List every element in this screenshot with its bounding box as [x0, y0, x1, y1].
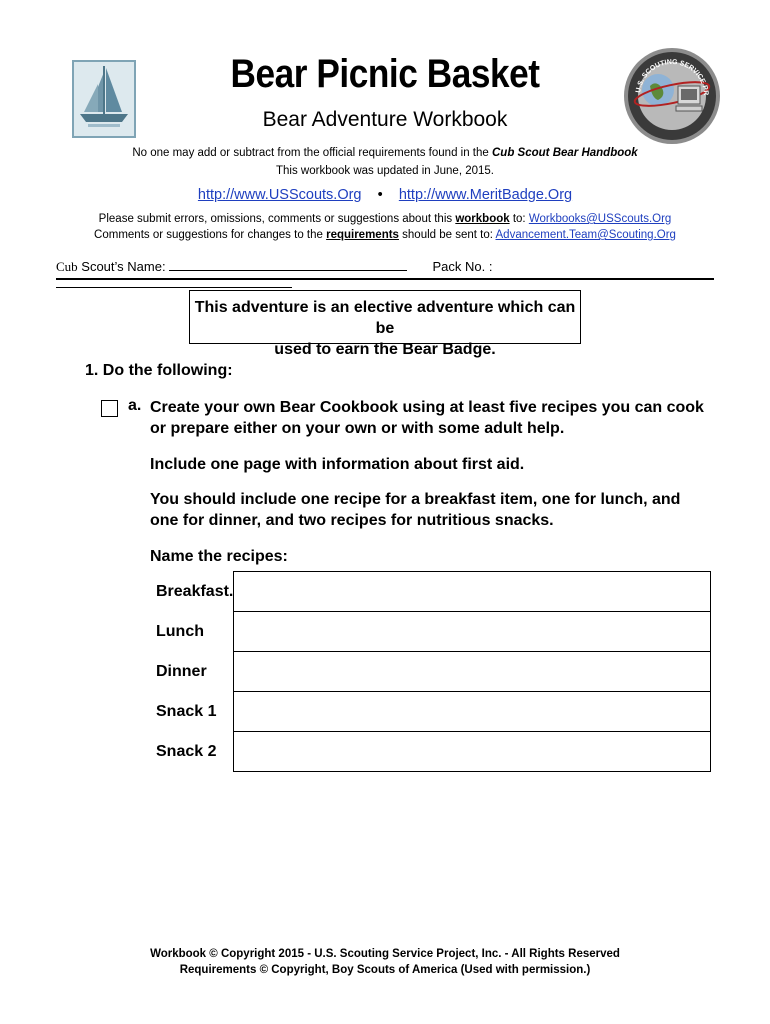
snack-1-label: Snack 1 [156, 702, 217, 720]
cub-label: Cub [56, 259, 78, 274]
elective-line-2: used to earn the Bear Badge. [274, 341, 496, 358]
table-row [150, 612, 711, 652]
errors-text: Please submit errors, omissions, comments or suggestions about this [98, 213, 456, 225]
first-aid-instruction: Include one page with information about first aid. [150, 456, 525, 473]
handbook-title: Cub Scout Bear Handbook [492, 147, 638, 159]
scout-name-label: Scout’s Name: [77, 259, 166, 274]
link-separator: • [377, 187, 383, 203]
updated-note: This workbook was updated in June, 2015. [276, 165, 494, 177]
requirement-a-text: Create your own Bear Cookbook using at least five recipes you can cook or prepare either on your own or with some adult help. [150, 399, 704, 437]
errors-line [0, 213, 770, 225]
requirements-notice [0, 147, 770, 159]
seal-text: U.S. SCOUTING SERVICE PR [635, 58, 710, 96]
name-recipes-label: Name the recipes: [150, 548, 288, 565]
workbooks-email-link[interactable]: Workbooks@USScouts.Org [528, 213, 672, 225]
workbook-keyword: workbook [455, 213, 510, 225]
lunch-field[interactable] [234, 612, 711, 652]
advancement-email-link[interactable]: Advancement.Team@Scouting.Org [495, 229, 676, 241]
requirements-copyright: Requirements © Copyright, Boy Scouts of America (Used with permission.) [179, 964, 591, 976]
table-row [150, 572, 711, 612]
breakfast-label: Breakfast. [156, 582, 234, 600]
comments-text: Comments or suggestions for changes to the [94, 229, 327, 241]
errors-to: to: [509, 213, 529, 225]
recipe-table [150, 571, 711, 772]
notice-text: No one may add or subtract from the official requirements found in the [132, 147, 492, 159]
usscouts-link[interactable]: http://www.USScouts.Org [197, 187, 362, 203]
table-row [150, 692, 711, 732]
page-title: Bear Picnic Basket [230, 52, 540, 96]
requirement-1: 1. Do the following: [85, 362, 233, 379]
website-links [0, 187, 770, 203]
seal-icon [622, 46, 722, 146]
comments-to: should be sent to: [398, 229, 496, 241]
recipe-instruction: You should include one recipe for a breakfast item, one for lunch, and one for dinner, and two recipes for nutritious snacks. [150, 491, 681, 529]
page-subtitle: Bear Adventure Workbook [262, 108, 508, 131]
dinner-label: Dinner [156, 662, 207, 680]
snack-2-label: Snack 2 [156, 742, 217, 760]
lunch-label: Lunch [156, 622, 204, 640]
elective-notice-box [189, 290, 581, 358]
scout-info-line [56, 258, 716, 291]
requirements-keyword: requirements [326, 229, 399, 241]
breakfast-field[interactable] [234, 572, 711, 612]
scouting-service-project-logo [622, 46, 722, 146]
comments-line [0, 229, 770, 241]
pack-number-label: Pack No. : [432, 259, 493, 274]
requirement-a-letter: a. [128, 397, 142, 414]
meritbadge-link[interactable]: http://www.MeritBadge.Org [398, 187, 573, 203]
dinner-field[interactable] [234, 652, 711, 692]
scout-name-field[interactable] [169, 258, 407, 271]
table-row [150, 732, 711, 772]
snack-1-field[interactable] [234, 692, 711, 732]
table-row [150, 652, 711, 692]
pack-number-field[interactable] [56, 275, 292, 288]
workbook-copyright: Workbook © Copyright 2015 - U.S. Scouting Service Project, Inc. - All Rights Reserved [150, 948, 620, 960]
header-divider [56, 278, 714, 280]
snack-2-field[interactable] [234, 732, 711, 772]
requirement-a-checkbox[interactable] [101, 400, 118, 417]
elective-line-1: This adventure is an elective adventure which can be [194, 299, 576, 337]
